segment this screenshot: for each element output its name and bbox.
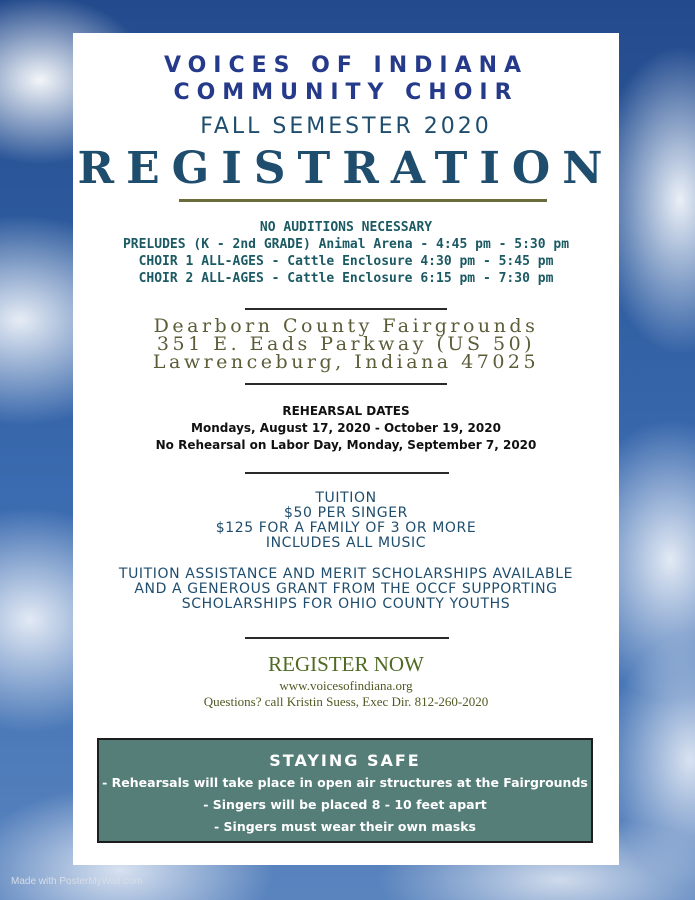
- schedule-line: CHOIR 2 ALL-AGES - Cattle Enclosure 6:15 pm - 7:30 pm: [138, 271, 554, 286]
- safety-item: - Singers will be placed 8 - 10 feet apart: [203, 797, 487, 812]
- scholarship-block: [73, 567, 619, 612]
- section-divider: [245, 637, 449, 639]
- rehearsal-dates: Mondays, August 17, 2020 - October 19, 2020: [191, 421, 501, 435]
- safety-item: - Rehearsals will take place in open air structures at the Fairgrounds: [102, 775, 588, 790]
- schedule-line: PRELUDES (K - 2nd GRADE) Animal Arena - 4:45 pm - 5:30 pm: [122, 237, 570, 252]
- schedule-line: CHOIR 1 ALL-AGES - Cattle Enclosure 4:30 pm - 5:45 pm: [138, 254, 554, 269]
- semester-title: FALL SEMESTER 2020: [200, 114, 492, 139]
- auditions-note: NO AUDITIONS NECESSARY: [259, 220, 433, 235]
- registration-headline: REGISTRATION: [77, 143, 615, 194]
- tuition-single: $50 PER SINGER: [284, 505, 408, 521]
- scholarship-line: TUITION ASSISTANCE AND MERIT SCHOLARSHIPS AVAILABLE: [118, 566, 574, 582]
- rehearsal-exception: No Rehearsal on Labor Day, Monday, September 7, 2020: [155, 438, 537, 452]
- headline-divider: [179, 199, 547, 202]
- tuition-family: $125 FOR A FAMILY OF 3 OR MORE: [215, 520, 477, 536]
- section-divider: [245, 383, 447, 385]
- contact-line: Questions? call Kristin Suess, Exec Dir. 812-260-2020: [203, 694, 489, 709]
- flyer-panel: [73, 33, 619, 865]
- choir-name-line2: COMMUNITY CHOIR: [173, 80, 519, 105]
- scholarship-line: AND A GENEROUS GRANT FROM THE OCCF SUPPORTING: [134, 581, 558, 597]
- register-now-heading: REGISTER NOW: [268, 652, 424, 676]
- rehearsal-heading: REHEARSAL DATES: [282, 404, 410, 418]
- schedule-block: [73, 219, 619, 287]
- venue-name: Dearborn County Fairgrounds: [153, 315, 539, 337]
- section-divider: [245, 308, 447, 310]
- safety-item: - Singers must wear their own masks: [214, 819, 476, 834]
- tuition-includes: INCLUDES ALL MUSIC: [265, 535, 427, 551]
- venue-city: Lawrenceburg, Indiana 47025: [152, 351, 540, 373]
- staying-safe-title: STAYING SAFE: [269, 751, 421, 770]
- tuition-heading: TUITION: [315, 490, 377, 506]
- choir-name-line1: VOICES OF INDIANA: [163, 53, 529, 78]
- rehearsal-block: [73, 403, 619, 454]
- website-link[interactable]: www.voicesofindiana.org: [279, 678, 413, 693]
- venue-street: 351 E. Eads Parkway (US 50): [156, 333, 536, 355]
- staying-safe-box: [97, 738, 593, 843]
- postermywall-watermark: Made with PosterMyWall.com: [11, 876, 143, 887]
- tuition-block: [73, 491, 619, 551]
- scholarship-line: SCHOLARSHIPS FOR OHIO COUNTY YOUTHS: [181, 596, 511, 612]
- section-divider: [245, 472, 449, 474]
- contact-block: [73, 678, 619, 710]
- location-block: [73, 317, 619, 371]
